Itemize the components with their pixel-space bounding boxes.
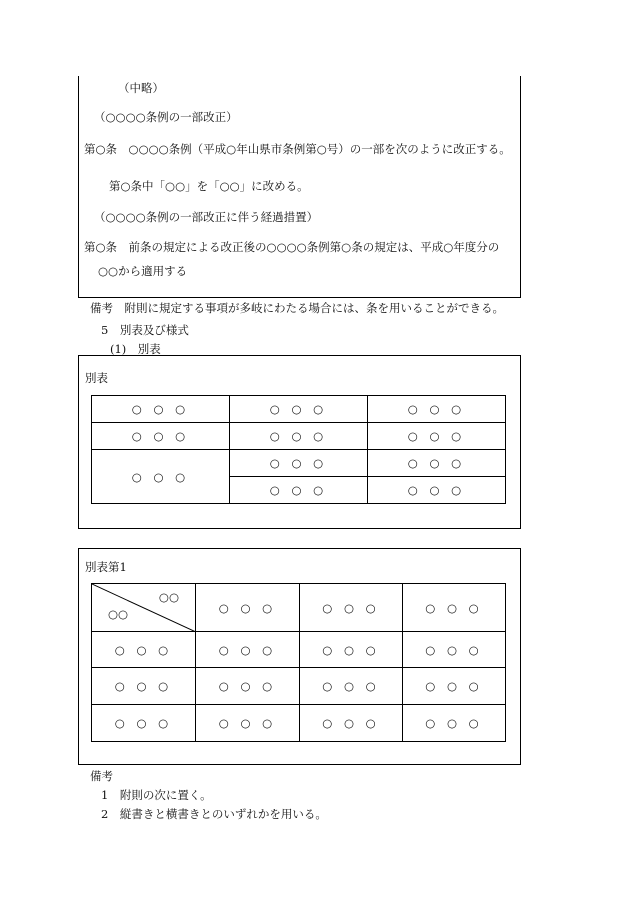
remarks-title: 備考 — [90, 769, 113, 783]
corner-bottom-label: ○○ — [108, 607, 129, 621]
table-cell: ○ ○ ○ — [403, 584, 506, 632]
table-cell: ○ ○ ○ — [300, 584, 403, 632]
table-cell: ○ ○ ○ — [230, 423, 368, 450]
table1 — [91, 395, 506, 504]
article-transition-line2: ○○から適用する — [98, 264, 188, 278]
table-cell: ○ ○ ○ — [300, 632, 403, 668]
table-cell: ○ ○ ○ — [368, 477, 506, 504]
table-cell: ○ ○ ○ — [92, 423, 230, 450]
table2 — [91, 583, 506, 742]
heading-transition: （○○○○条例の一部改正に伴う経過措置） — [94, 210, 319, 224]
heading-amend: （○○○○条例の一部改正） — [94, 110, 238, 124]
table-cell: ○ ○ ○ — [403, 668, 506, 705]
table1-caption: 別表 — [85, 371, 108, 385]
table-cell: ○ ○ ○ — [368, 423, 506, 450]
amend-clause: 第○条中「○○」を「○○」に改める。 — [109, 179, 309, 193]
table-cell: ○ ○ ○ — [196, 584, 300, 632]
omitted-text: （中略） — [118, 81, 164, 95]
table-cell: ○ ○ ○ — [230, 396, 368, 423]
table2-caption: 別表第1 — [85, 560, 127, 574]
table-cell: ○ ○ ○ — [403, 632, 506, 668]
table-cell: ○ ○ ○ — [196, 705, 300, 742]
table-cell: ○ ○ ○ — [300, 668, 403, 705]
article-transition-line1: 第○条 前条の規定による改正後の○○○○条例第○条の規定は、平成○年度分の — [84, 240, 500, 254]
table-cell: ○ ○ ○ — [300, 705, 403, 742]
article-amend: 第○条 ○○○○条例（平成○年山県市条例第○号）の一部を次のように改正する。 — [84, 142, 511, 156]
note-supplementary: 備考 附則に規定する事項が多岐にわたる場合には、条を用いることができる。 — [90, 301, 504, 315]
corner-top-label: ○○ — [158, 590, 179, 604]
remark-item-2: 2 縦書きと横書きとのいずれかを用いる。 — [101, 807, 327, 821]
subsection-heading: (1) 別表 — [110, 342, 161, 356]
table-cell: ○ ○ ○ — [92, 396, 230, 423]
table-cell: ○ ○ ○ — [368, 450, 506, 477]
table-cell: ○ ○ ○ — [92, 668, 196, 705]
table-cell-merged: ○ ○ ○ — [92, 450, 230, 504]
table-cell: ○ ○ ○ — [196, 632, 300, 668]
table-cell: ○ ○ ○ — [403, 705, 506, 742]
section-heading: 5 別表及び様式 — [101, 323, 189, 337]
table-cell: ○ ○ ○ — [196, 668, 300, 705]
table-cell: ○ ○ ○ — [368, 396, 506, 423]
table-cell: ○ ○ ○ — [92, 632, 196, 668]
table2-corner-cell — [92, 584, 196, 632]
table-cell: ○ ○ ○ — [92, 705, 196, 742]
remark-item-1: 1 附則の次に置く。 — [101, 788, 212, 802]
table-cell: ○ ○ ○ — [230, 450, 368, 477]
table-cell: ○ ○ ○ — [230, 477, 368, 504]
